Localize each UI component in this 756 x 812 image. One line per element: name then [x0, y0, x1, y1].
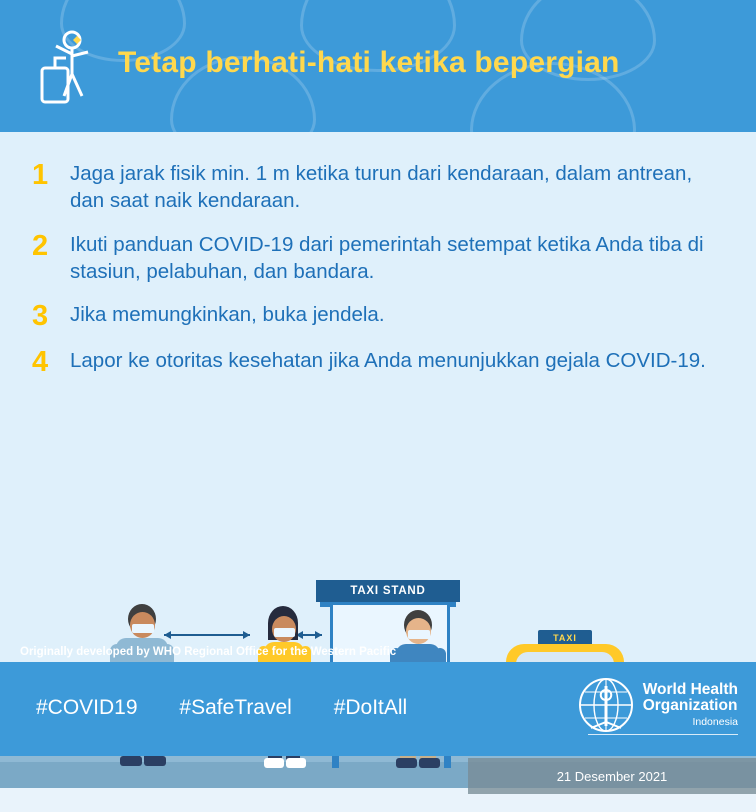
hashtags	[36, 696, 443, 720]
who-line2: Organization	[642, 696, 738, 714]
tips-list	[0, 160, 756, 394]
credit-text: Originally developed by WHO Regional Office for the Western Pacific	[20, 646, 397, 658]
hashtag: #DoItAll	[333, 696, 408, 719]
list-item-text: Jaga jarak fisik min. 1 m ketika turun dari kendaraan, dalam antrean, dan saat naik kendaraan.	[70, 162, 693, 213]
list-item	[0, 301, 756, 331]
list-item-number: 3	[32, 300, 49, 332]
face-mask-icon	[132, 624, 154, 633]
page-title: Tetap berhati-hati ketika bepergian	[118, 46, 620, 79]
shoe	[419, 758, 440, 768]
list-item-text: Ikuti panduan COVID-19 dari pemerintah setempat ketika Anda tiba di stasiun, pelabuhan, dan bandara.	[70, 232, 704, 283]
face-mask-icon	[408, 630, 430, 639]
who-logo-block	[577, 676, 738, 734]
poster-footer	[0, 646, 756, 756]
list-item	[0, 160, 756, 215]
taxi-roof-sign: TAXI	[538, 630, 592, 646]
hashtag: #SafeTravel	[179, 696, 292, 719]
list-item	[0, 231, 756, 286]
date-label: 21 Desember 2021	[468, 758, 756, 794]
list-item-text: Jika memungkinkan, buka jendela.	[70, 303, 385, 326]
list-item-number: 4	[32, 346, 49, 379]
shoe	[286, 758, 306, 768]
hashtag: #COVID19	[36, 696, 138, 719]
shoe	[264, 758, 284, 768]
who-country: Indonesia	[692, 716, 738, 729]
list-item-number: 2	[32, 229, 49, 262]
shoe	[120, 756, 142, 766]
face-mask-icon	[274, 628, 295, 637]
taxi-stand-sign: TAXI STAND	[316, 580, 460, 602]
who-emblem-icon	[577, 676, 635, 734]
list-item-number: 1	[32, 159, 49, 191]
shoe	[144, 756, 166, 766]
who-wordmark	[643, 682, 738, 729]
traveler-with-suitcase-icon	[36, 28, 106, 108]
poster-header	[0, 0, 756, 132]
shoe	[396, 758, 417, 768]
list-item	[0, 347, 756, 377]
list-item-text: Lapor ke otoritas kesehatan jika Anda menunjukkan gejala COVID-19.	[70, 349, 706, 373]
who-divider	[588, 734, 738, 735]
who-line1: World Health	[642, 680, 738, 698]
